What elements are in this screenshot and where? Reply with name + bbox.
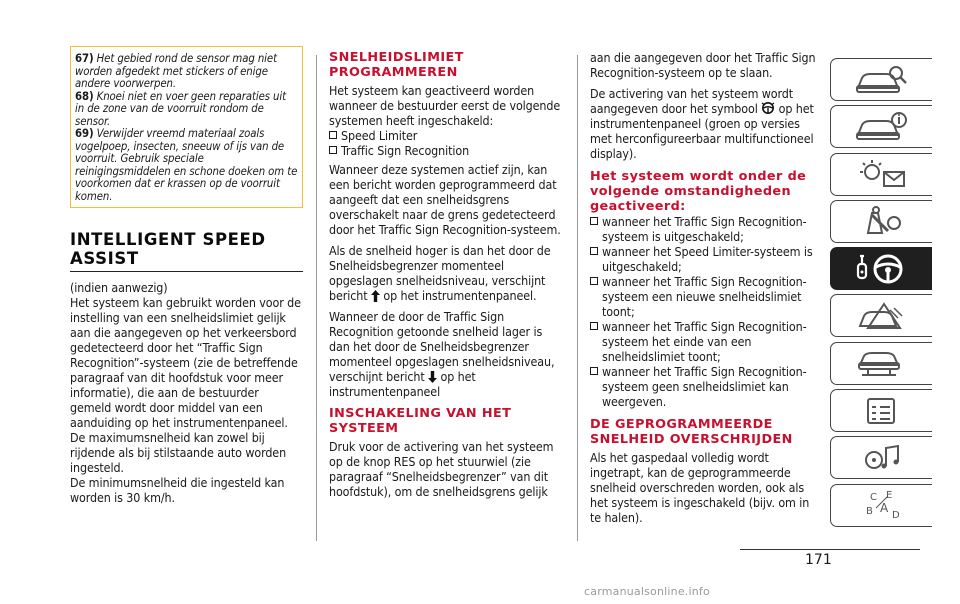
warning-box: [70, 46, 303, 208]
warning-68: 68) Knoei niet en voer geen reparaties uit in de zone van de voorruit rondom de sensor.: [75, 89, 286, 128]
symbol-paragraph: De activering van het systeem wordt aangegeven door het symbool op het instrumentenpaneel (groen op versies met herconfigureerbaar multifunctioneel display).: [590, 86, 814, 161]
list-item: wanneer het Traffic Sign Recognition-systeem geen snelheidslimiet kan weergeven.: [590, 364, 820, 409]
heading-programmeren: SNELHEIDSLIMIET PROGRAMMEREN: [329, 50, 464, 80]
activation-paragraph: Druk voor de activering van het systeem op de knop RES op het stuurwiel (zie paragraaf “Snelheidsbegrenzer” van dit hoofdstuk), om de snelheidsgrens gelijk: [329, 439, 554, 499]
watermark: carmanualsonline.info: [584, 585, 710, 598]
list-item: wanneer het Traffic Sign Recognition-systeem is uitgeschakeld;: [590, 214, 820, 244]
checkbox-bullet-icon: [590, 277, 598, 285]
continuation-paragraph: aan die aangegeven door het Traffic Sign Recognition-systeem op te slaan.: [590, 50, 816, 80]
alphabet-index-icon: [854, 488, 910, 522]
multimedia-icon: [854, 442, 910, 474]
checkbox-bullet-icon: [329, 131, 337, 139]
list-item: wanneer het Traffic Sign Recognition-systeem het einde van een snelheidslimiet toont;: [590, 319, 820, 364]
tab-dashboard-info[interactable]: [830, 105, 932, 148]
svg-text:A: A: [879, 501, 888, 516]
tab-emergency[interactable]: [830, 294, 932, 337]
tab-safety[interactable]: [830, 200, 932, 243]
max-speed-paragraph: De maximumsnelheid kan zowel bij rijdende als bij stilstaande auto worden ingesteld.: [70, 430, 287, 475]
list-item: Speed Limiter: [329, 128, 561, 143]
warning-lights-icon: [854, 158, 910, 190]
tab-starting-and-driving[interactable]: [830, 247, 932, 290]
column-divider: [316, 55, 317, 541]
intro-paragraph: Het systeem kan gebruikt worden voor de instelling van een snelheidslimiet gelijk aan die aangegeven op het verkeersbord gedetecteerd door het “Traffic Sign Recognition”-systeem (zie de betreffende paragraaf van dit hoofdstuk voor meer informatie), die aan de bestuurder gemeld wordt door middel van een aanduiding op het instrumentenpaneel.: [70, 295, 301, 430]
higher-speed-paragraph: Als de snelheid hoger is dan het door de Snelheidsbegrenzer momenteel opgeslagen snelheidsniveau, verschijnt bericht op het instrumentenpaneel.: [329, 243, 551, 303]
arrow-down-icon: [428, 371, 437, 383]
checkbox-bullet-icon: [590, 217, 598, 225]
activation-requirements: Het systeem kan geactiveerd worden wanneer de bestuurder eerst de volgende systemen heeft ingeschakeld:: [329, 83, 561, 128]
warning-67: 67) Het gebied rond de sensor mag niet worden afgedekt met stickers of enige andere voorwerpen.: [75, 52, 277, 90]
page-number-rule: [740, 549, 920, 550]
exceed-paragraph: Als het gaspedaal volledig wordt ingetrapt, kan de geprogrammeerde snelheid overschreden worden, ook als het systeem is ingeschakeld (bijv. om in te halen).: [590, 450, 810, 525]
checkbox-bullet-icon: [590, 367, 598, 375]
technical-data-icon: [854, 395, 910, 427]
column-middle: [329, 50, 561, 499]
list-item: Traffic Sign Recognition: [329, 143, 561, 158]
chapter-tabs: [830, 58, 960, 531]
tab-warning-lights[interactable]: [830, 153, 932, 196]
section-title: INTELLIGENT SPEED ASSIST: [70, 230, 303, 272]
tab-getting-to-know[interactable]: [830, 58, 932, 101]
svg-text:C: C: [869, 492, 877, 504]
list-item: wanneer het Traffic Sign Recognition-systeem een nieuwe snelheidslimiet toont;: [590, 274, 820, 319]
car-lift-icon: [854, 347, 910, 379]
page-number: 171: [805, 552, 832, 568]
speed-assist-symbol-icon: [761, 101, 775, 115]
tab-index[interactable]: [830, 484, 932, 527]
arrow-up-icon: [371, 290, 380, 302]
svg-text:D: D: [891, 510, 900, 522]
column-right: [590, 50, 820, 525]
svg-text:E: E: [885, 490, 892, 502]
svg-text:B: B: [865, 506, 873, 518]
message-paragraph: Wanneer deze systemen actief zijn, kan een bericht worden geprogrammeerd dat aangeeft dat een snelheidsgrens overschakelt naar de grens gedetecteerd door het Traffic Sign Recognition-systeem.: [329, 162, 561, 237]
tab-multimedia[interactable]: [830, 436, 932, 479]
steering-wheel-key-icon: [854, 252, 910, 286]
column-divider: [577, 55, 578, 541]
checkbox-bullet-icon: [329, 146, 337, 154]
min-speed-paragraph: De minimumsnelheid die ingesteld kan worden is 30 km/h.: [70, 475, 285, 505]
seatbelt-icon: [854, 205, 910, 237]
heading-exceed-speed: DE GEPROGRAMMEERDE SNELHEID OVERSCHRIJDEN: [590, 417, 793, 447]
warning-69: 69) Verwijder vreemd materiaal zoals vogelpoep, insecten, sneeuw of ijs van de voorruit. Gebruik speciale reinigingsmiddelen en schone doeken om te voorkomen dat er krassen op de voorruit komen.: [75, 127, 298, 203]
checkbox-bullet-icon: [590, 247, 598, 255]
list-item: wanneer het Speed Limiter-systeem is uitgeschakeld;: [590, 244, 820, 274]
checkbox-bullet-icon: [590, 322, 598, 330]
column-left: [70, 50, 303, 505]
heading-activated-conditions: Het systeem wordt onder de volgende omstandigheden geactiveerd:: [590, 169, 807, 214]
car-emergency-icon: [854, 300, 910, 332]
tab-maintenance[interactable]: [830, 342, 932, 385]
availability-note: (indien aanwezig): [70, 280, 168, 295]
tab-technical-data[interactable]: [830, 389, 932, 432]
car-info-icon: [854, 111, 910, 143]
lower-speed-paragraph: Wanneer de door de Traffic Sign Recognition getoonde snelheid lager is dan het door de Snelheidsbegrenzer momenteel opgeslagen snelheidsniveau, verschijnt bericht op het instrumentenpaneel: [329, 309, 555, 399]
car-magnifier-icon: [854, 64, 910, 96]
heading-inschakeling: INSCHAKELING VAN HET SYSTEEM: [329, 406, 512, 436]
